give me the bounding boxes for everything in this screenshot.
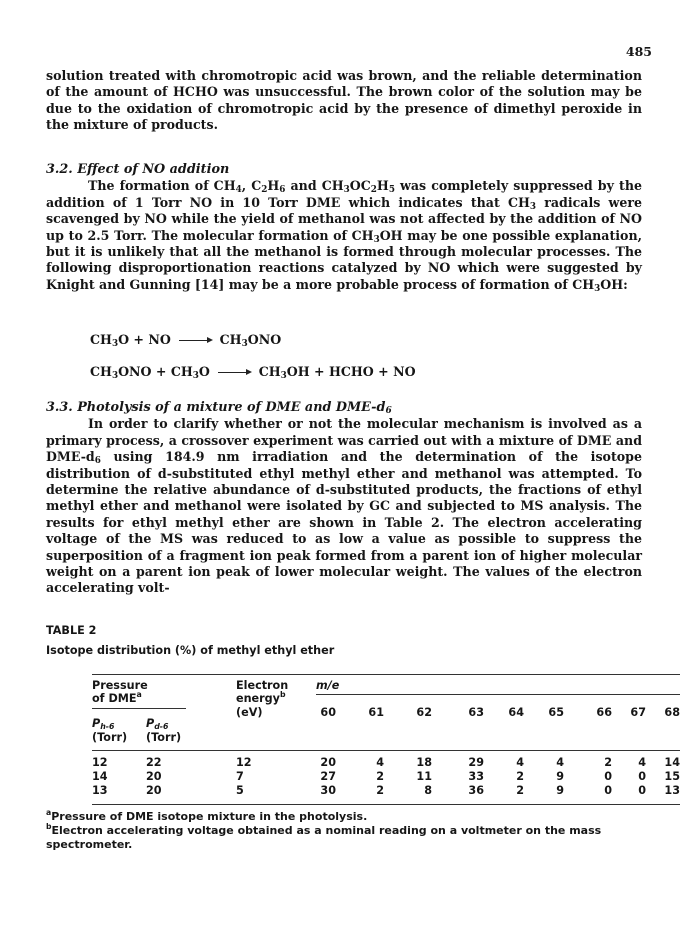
table-cell-mz-60: 30	[320, 784, 336, 797]
header-ph6: $P_{h-6}$	[92, 717, 115, 731]
table-cell-mz-62: 18	[416, 756, 432, 769]
reaction-arrow-icon	[218, 372, 250, 373]
header-torr: (Torr)	[146, 731, 182, 744]
table-cell-mz-67: 0	[638, 770, 646, 783]
table-rule-bottom	[92, 804, 680, 805]
equation-rhs: $CH_3OH$ + HCHO + NO	[258, 364, 416, 381]
table-cell-mz-66: 0	[604, 784, 612, 797]
table-cell-mz-62: 8	[424, 784, 432, 797]
table-caption: Isotope distribution (%) of methyl ethyl ether	[46, 644, 335, 657]
equation-2	[90, 364, 416, 379]
table-cell-ph6: 14	[92, 770, 108, 783]
table-cell-mz-63: 36	[468, 784, 484, 797]
equation-rhs: $CH_3ONO$	[219, 332, 282, 349]
table-cell-mz-60: 20	[320, 756, 336, 769]
section-body: The formation of $CH_4$, $C_2H_6$ and $CH_3OC_2H_5$ was completely suppressed by the addition of 1 Torr NO in 10 Torr DME which indicates that $CH_3$ radicals were scavenged by NO while the yield of methanol was not affected by the addition of NO up to 2.5 Torr. The molecular formation of $CH_3OH$ may be one possible explanation, but it is unlikely that all the methanol is formed through molecular processes. The following disproportionation reactions catalyzed by NO which were suggested by Knight and Gunning [14] may be a more probable process of formation of $CH_3OH$:	[46, 178, 643, 294]
header-mz: m/e	[316, 679, 340, 692]
continued-paragraph	[46, 68, 642, 134]
table-cell-ph6: 13	[92, 784, 108, 797]
mz-header-65: 65	[548, 706, 564, 719]
section-number: 3.2.	[46, 162, 73, 177]
table-cell-ev: 12	[236, 756, 252, 769]
table-label: TABLE 2	[46, 624, 97, 637]
table-cell-mz-61: 2	[376, 770, 384, 783]
table-cell-pd6: 20	[146, 770, 162, 783]
table-footnotes	[46, 810, 642, 852]
header-pressure: Pressure	[92, 679, 148, 692]
mz-header-60: 60	[320, 706, 336, 719]
page-number: 485	[625, 44, 652, 59]
header-electron: Electron	[236, 679, 289, 692]
table-rule-mz	[316, 694, 680, 695]
equation-lhs: $CH_3O$ + NO	[90, 332, 171, 349]
mz-header-62: 62	[416, 706, 432, 719]
table-cell-pd6: 20	[146, 784, 162, 797]
header-pd6: $P_{d-6}$	[146, 717, 169, 731]
table-cell-mz-65: 9	[556, 770, 564, 783]
table-cell-mz-68: 13	[664, 784, 680, 797]
table-cell-mz-66: 0	[604, 770, 612, 783]
footnote-a: $^a$Pressure of DME isotope mixture in the photolysis.	[46, 808, 368, 823]
header-energy: energy$^b$	[236, 690, 286, 705]
table-rule-mid	[92, 750, 680, 751]
table-cell-ev: 7	[236, 770, 244, 783]
reaction-arrow-icon	[179, 340, 211, 341]
mz-header-66: 66	[596, 706, 612, 719]
section-heading	[46, 400, 642, 416]
mz-header-68: 68	[664, 706, 680, 719]
footnote-b: $^b$Electron accelerating voltage obtained as a nominal reading on a voltmeter on the mass spectrometer.	[46, 822, 602, 851]
mz-header-67: 67	[630, 706, 646, 719]
header-of-dme: of DME$^a$	[92, 690, 142, 705]
mz-header-63: 63	[468, 706, 484, 719]
table-cell-mz-61: 4	[376, 756, 384, 769]
header-torr: (Torr)	[92, 731, 128, 744]
table-cell-mz-68: 14	[664, 756, 680, 769]
section-3-3	[46, 400, 642, 597]
table-cell-ev: 5	[236, 784, 244, 797]
mz-header-64: 64	[508, 706, 524, 719]
section-title: Photolysis of a mixture of DME and DME-$d_6$	[77, 400, 392, 416]
section-number: 3.3.	[46, 400, 73, 415]
table-cell-pd6: 22	[146, 756, 162, 769]
table-cell-mz-62: 11	[416, 770, 432, 783]
header-ev: (eV)	[236, 706, 263, 719]
table-cell-mz-63: 33	[468, 770, 484, 783]
table-rule-top	[92, 674, 680, 675]
table-cell-mz-61: 2	[376, 784, 384, 797]
paragraph-text: solution treated with chromotropic acid was brown, and the reliable determination of the amount of HCHO was unsuccessful. The brown color of the solution may be due to the oxidation of chromotropic acid by the presence of dimethyl peroxide in the mixture of products.	[46, 68, 642, 133]
table-cell-mz-65: 9	[556, 784, 564, 797]
section-body: In order to clarify whether or not the molecular mechanism is involved as a primary process, a crossover experiment was carried out with a mixture of DME and DME-$d_6$ using 184.9 nm irradiation and the determination of the isotope distribution of d-substituted ethyl methyl ether and methanol was attempted. To determine the relative abundance of d-substituted products, the fractions of ethyl methyl ether and methanol were isolated by GC and subjected to MS analysis. The results for ethyl methyl ether are shown in Table 2. The electron accelerating voltage of the MS was reduced to as low a value as possible to suppress the superposition of a fragment ion peak formed from a parent ion of higher molecular weight on a parent ion peak of lower molecular weight. The values of the electron accelerating volt-	[46, 416, 642, 596]
equation-1	[90, 332, 281, 347]
table-cell-mz-67: 4	[638, 756, 646, 769]
table-cell-mz-66: 2	[604, 756, 612, 769]
table-cell-ph6: 12	[92, 756, 108, 769]
mz-header-61: 61	[368, 706, 384, 719]
table-cell-mz-67: 0	[638, 784, 646, 797]
section-title: Effect of NO addition	[77, 162, 230, 177]
table-cell-mz-65: 4	[556, 756, 564, 769]
table-cell-mz-64: 4	[516, 756, 524, 769]
section-heading	[46, 162, 642, 178]
section-3-2	[46, 162, 642, 293]
table-cell-mz-60: 27	[320, 770, 336, 783]
table-cell-mz-68: 15	[664, 770, 680, 783]
table-cell-mz-64: 2	[516, 784, 524, 797]
table-cell-mz-63: 29	[468, 756, 484, 769]
table-rule-pressure	[92, 708, 186, 709]
equation-lhs: $CH_3ONO + CH_3O$	[90, 364, 210, 381]
table-cell-mz-64: 2	[516, 770, 524, 783]
